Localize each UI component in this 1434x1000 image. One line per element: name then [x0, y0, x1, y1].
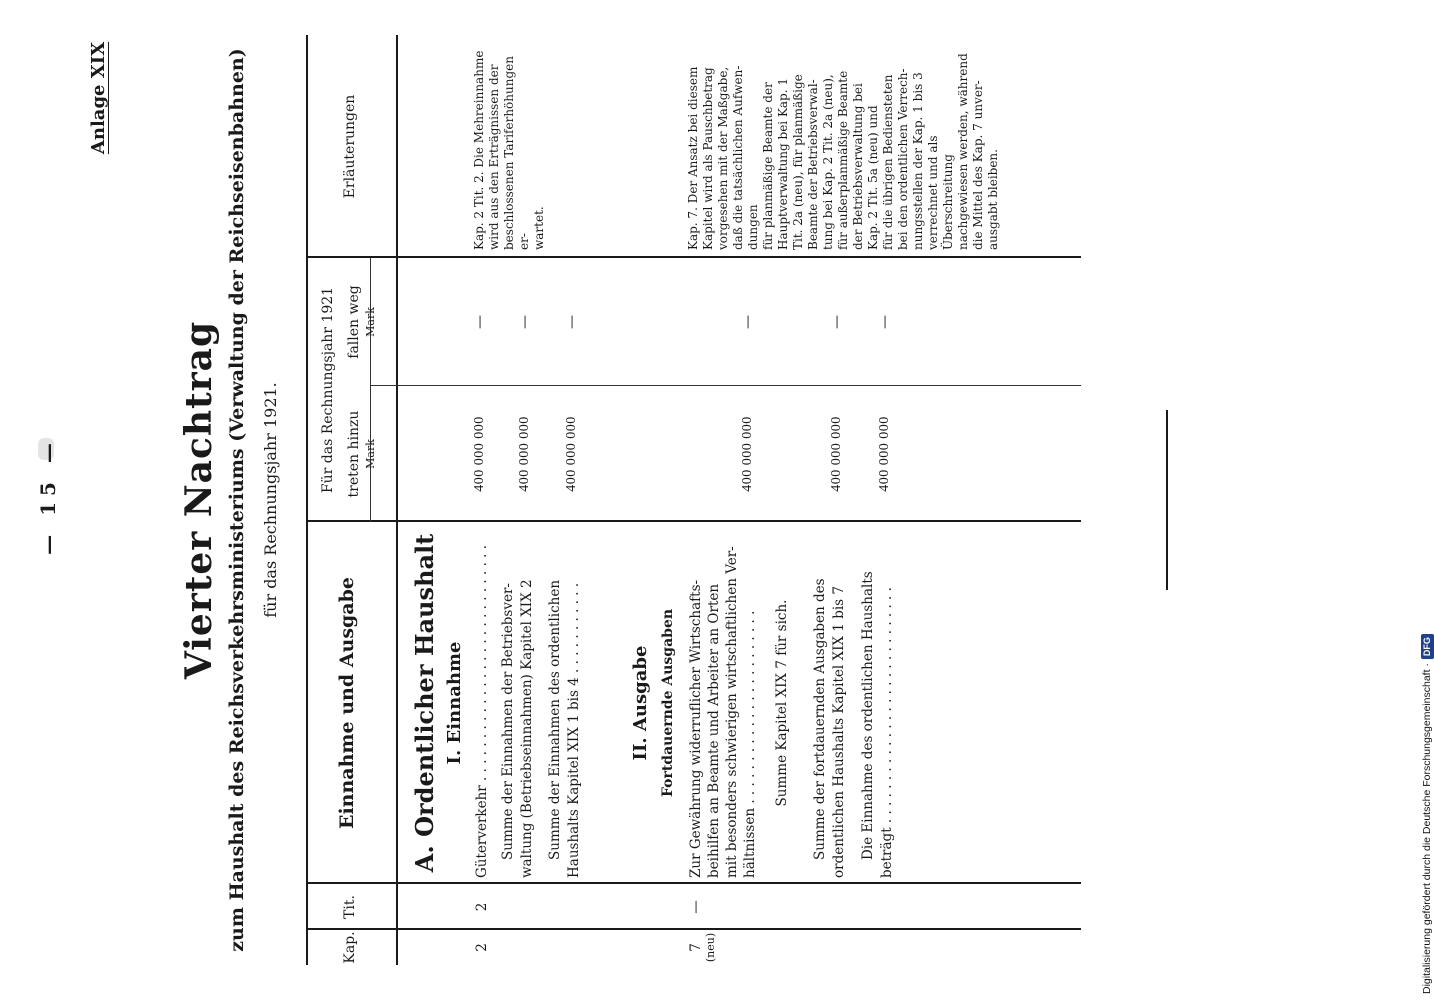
header-treten-hinzu: treten hinzu — [346, 410, 362, 498]
note-kap7 — [686, 40, 1001, 250]
row6-weg: — — [829, 315, 845, 329]
row7-text-1: Die Einnahme des ordentlichen Haushalts — [860, 571, 876, 860]
note-kap7-line: die Mittel des Kap. 7 unver- — [971, 80, 985, 250]
note-kap2-line: beschlossenen Tariferhöhungen er- — [502, 56, 531, 250]
note-kap7-line: ausgabt bleiben. — [986, 149, 1000, 250]
row4-text-2: beihilfen an Beamte und Arbeiter an Orten — [706, 583, 722, 878]
note-kap2-line: wird aus den Erträgnissen der — [487, 64, 501, 250]
document-subtitle: zum Haushalt des Reichsverkehrsministeriums (Verwaltung der Reichseisenbahnen) — [226, 48, 248, 952]
note-kap7-line: bei den ordentlichen Verrech- — [896, 68, 910, 250]
header-mark-hinzu: Mark — [364, 439, 377, 469]
row7-weg: — — [877, 315, 893, 329]
note-kap7-line: Tit. 2a (neu), für planmäßige — [791, 74, 805, 250]
dfg-credit-text: Digitalisierung gefördert durch die Deutsche Forschungsgemeinschaft · — [1421, 663, 1433, 994]
header-rechnungsjahr: Für das Rechnungsjahr 1921 — [320, 286, 336, 494]
note-kap7-line: verrechnet und als Überschreitung — [926, 135, 955, 250]
dfg-credit — [1419, 8, 1434, 994]
row1-text: Güterverkehr . . . . . . . . . . . . . . . . . . . . . . . . . . . . — [474, 544, 490, 878]
row7-hinzu: 400 000 000 — [877, 416, 892, 492]
page-number: — 15 — — [36, 437, 60, 555]
row2-weg: — — [517, 315, 533, 329]
dfg-logo: DFG — [1421, 634, 1434, 659]
note-kap7-line: Kap. 2 Tit. 5a (neu) und — [866, 105, 880, 250]
row4-weg: — — [740, 315, 756, 329]
note-kap7-line: tung bei Kap. 2 Tit. 2a (neu), — [821, 74, 835, 250]
row1-kap: 2 — [474, 943, 490, 952]
note-kap7-line: für planmäßige Beamte der — [761, 82, 775, 250]
column-rule-weg — [306, 256, 1081, 258]
note-kap7-line: Hauptverwaltung bei Kap. 1 — [776, 77, 790, 250]
row6-hinzu: 400 000 000 — [829, 416, 844, 492]
row7-text-2: beträgt . . . . . . . . . . . . . . . . . . . . . . . . . . . . — [879, 587, 895, 878]
row4-text-1: Zur Gewährung widerruflicher Wirtschafts- — [688, 579, 704, 878]
row1-tit: 2 — [474, 902, 490, 912]
note-kap7-line: Kapitel wird als Pauschbetrag — [701, 67, 715, 250]
section-ordentlicher-haushalt: A. Ordentlicher Haushalt — [410, 533, 439, 873]
section-einnahme: I. Einnahme — [444, 641, 465, 765]
note-kap7-line: der Betriebsverwaltung bei — [851, 83, 865, 250]
table-top-rule — [306, 35, 308, 965]
row4-text-4: hältnissen . . . . . . . . . . . . . . . . . . . . . . . — [742, 610, 758, 878]
note-kap7-line: vorgesehen mit der Maßgabe, — [716, 66, 730, 250]
row4-tit: — — [688, 900, 704, 914]
note-kap2-line: Kap. 2 Tit. 2. Die Mehreinnahme — [472, 50, 486, 250]
row4-kap: 7 — [688, 943, 704, 952]
appendix-label: Anlage XIX — [88, 41, 109, 155]
row4-kap-neu: (neu) — [704, 932, 717, 963]
header-mark-weg: Mark — [364, 307, 377, 337]
header-einnahme-ausgabe: Einnahme und Ausgabe — [336, 577, 358, 830]
row6-text-1: Summe der fortdauernden Ausgaben des — [812, 578, 828, 860]
row1-hinzu: 400 000 000 — [472, 416, 487, 492]
row1-weg: — — [472, 315, 488, 329]
row6-text-2: ordentlichen Haushalts Kapitel XIX 1 bis 7 — [831, 586, 847, 878]
header-bottom-rule — [396, 35, 398, 965]
note-kap2 — [472, 40, 547, 250]
section-fortdauernde-ausgaben: Fortdauernde Ausgaben — [660, 608, 676, 798]
note-kap7-line: Beamte der Betriebsverwal- — [806, 79, 820, 250]
note-kap7-line: daß die tatsächlichen Aufwen- — [731, 65, 745, 250]
row4-hinzu: 400 000 000 — [740, 416, 755, 492]
document-title: Vierter Nachtrag — [178, 320, 220, 680]
fiscal-year-line: für das Rechnungsjahr 1921. — [261, 382, 280, 618]
note-kap7-line: Kap. 7. Der Ansatz bei diesem — [686, 66, 700, 250]
note-kap7-line: für die übrigen Bediensteten — [881, 74, 895, 250]
note-kap2-line: wartet. — [532, 206, 546, 250]
section-ausgabe: II. Ausgabe — [630, 645, 651, 761]
note-kap7-line: für außerplanmäßige Beamte — [836, 70, 850, 250]
header-fallen-weg: fallen weg — [346, 285, 362, 359]
row4-text-3: mit besonders schwierigen wirtschaftlichen Ver- — [724, 546, 740, 878]
row2-hinzu: 400 000 000 — [517, 416, 532, 492]
header-erlaeuterungen: Erläuterungen — [342, 94, 358, 199]
note-kap7-line: nachgewiesen werden, während — [956, 53, 970, 250]
header-tit: Tit. — [342, 895, 358, 919]
row3-hinzu: 400 000 000 — [564, 416, 579, 492]
row3-text-1: Summe der Einnahmen des ordentlichen — [547, 579, 563, 860]
note-kap7-line: nungsstellen der Kap. 1 bis 3 — [911, 72, 925, 250]
note-kap7-line: dungen — [746, 204, 760, 250]
row2-text-1: Summe der Einnahmen der Betriebsver- — [500, 583, 516, 860]
row5-text: Summe Kapitel XIX 7 für sich. — [774, 599, 790, 807]
row2-text-2: waltung (Betriebseinnahmen) Kapitel XIX 2 — [519, 579, 535, 878]
row3-weg: — — [564, 315, 580, 329]
row3-text-2: Haushalts Kapitel XIX 1 bis 4 . . . . . . . . . . . — [566, 582, 582, 878]
end-rule — [1166, 410, 1168, 590]
header-kap: Kap. — [342, 931, 358, 964]
